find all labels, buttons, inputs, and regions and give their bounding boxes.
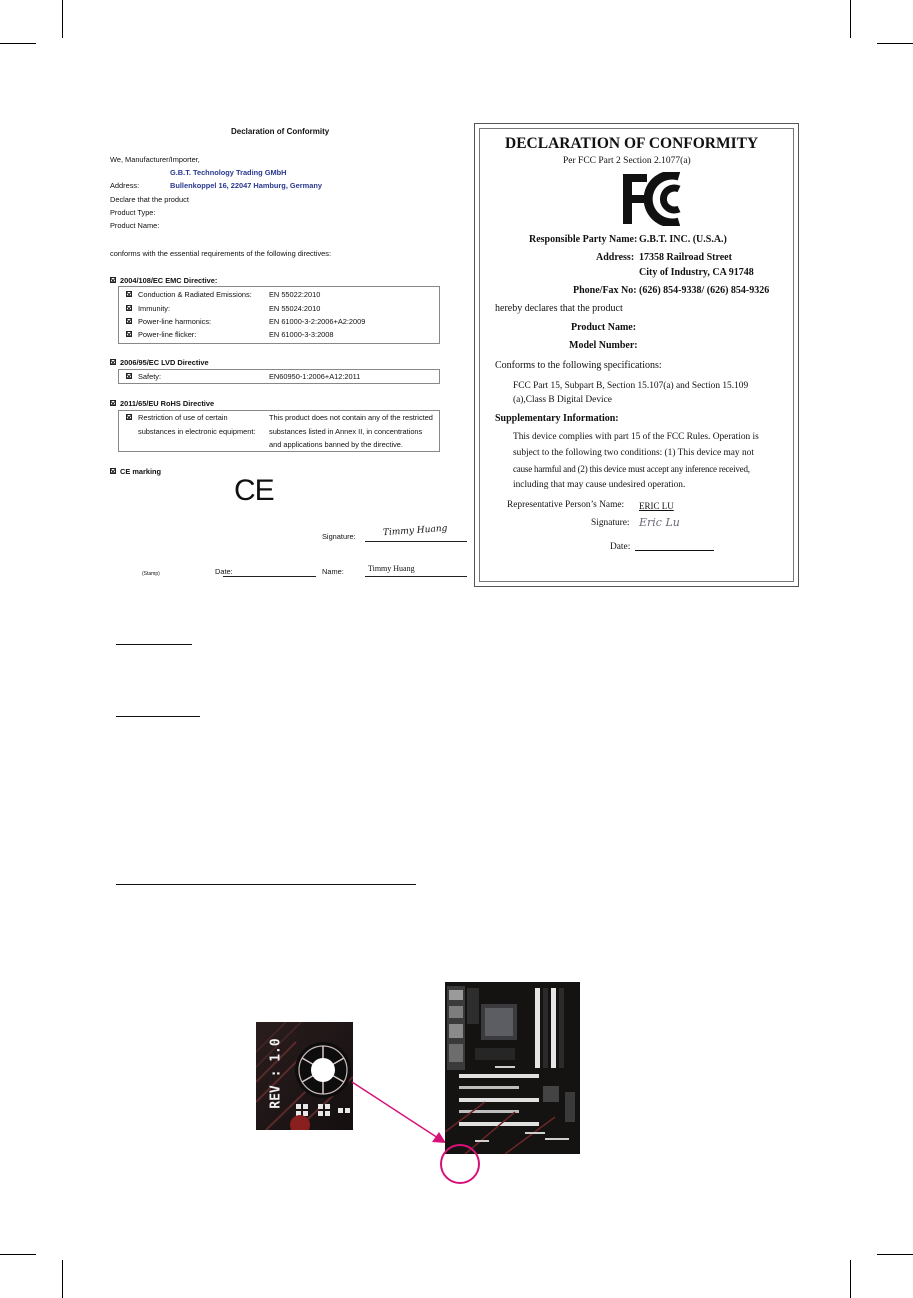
rohs-title: 2011/65/EU RoHS Directive (120, 399, 215, 408)
emc-row-value: EN 55022:2010 (269, 290, 321, 299)
fcc-conforms: Conforms to the following specifications: (495, 360, 662, 371)
rohs-label-1: Restriction of use of certain (138, 413, 228, 422)
rohs-value-3: and applications banned by the directive. (269, 440, 403, 449)
eu-signature-line (365, 541, 467, 542)
revision-label: REV : 1.0 (268, 1038, 284, 1109)
fcc-supp-line4: including that may cause undesired operation. (513, 480, 686, 490)
eu-address-value: Bullenkoppel 16, 22047 Hamburg, Germany (170, 181, 322, 190)
fcc-sig-label: Signature: (591, 518, 630, 528)
rohs-value-2: substances listed in Annex II, in concentrations (269, 427, 423, 436)
fc-logo (621, 172, 701, 226)
fcc-model-number: Model Number: (569, 340, 638, 351)
eu-signature: Timmy Huang (382, 523, 448, 539)
eu-name-label: Name: (322, 567, 344, 576)
fcc-phone-label: Phone/Fax No: (573, 285, 637, 296)
emc-row-label: Power-line flicker: (138, 330, 197, 339)
fcc-address-label: Address: (596, 252, 635, 263)
fcc-supp-line1: This device complies with part 15 of the FCC Rules. Operation is (513, 432, 759, 442)
fcc-party-label: Responsible Party Name: (529, 234, 638, 245)
fcc-subtitle: Per FCC Part 2 Section 2.1077(a) (563, 156, 691, 166)
ce-logo: CE (234, 474, 274, 507)
emc-row-checkbox (126, 331, 132, 337)
rohs-label-2: substances in electronic equipment: (138, 427, 256, 436)
fcc-spec-line1: FCC Part 15, Subpart B, Section 15.107(a) and Section 15.109 (513, 381, 749, 391)
rohs-checkbox (110, 400, 116, 406)
fcc-address-line2: City of Industry, CA 91748 (639, 267, 754, 278)
emc-checkbox (110, 277, 116, 283)
emc-row-checkbox (126, 305, 132, 311)
section-underline (116, 644, 192, 645)
fcc-signature: Eric Lu (639, 516, 680, 529)
emc-row-value: EN 61000-3-2:2006+A2:2009 (269, 317, 366, 326)
fcc-phone-value: (626) 854-9338/ (626) 854-9326 (639, 285, 770, 296)
eu-product-type: Product Type: (110, 208, 156, 217)
eu-intro: We, Manufacturer/Importer, (110, 155, 200, 164)
lvd-row-checkbox (126, 373, 132, 379)
eu-company: G.B.T. Technology Trading GMbH (170, 168, 287, 177)
pointer-arrow (350, 1080, 460, 1150)
eu-name-line (365, 576, 467, 577)
fcc-address-line1: 17358 Railroad Street (639, 252, 732, 263)
fcc-party-value: G.B.T. INC. (U.S.A.) (639, 234, 727, 245)
eu-address-label: Address: (110, 181, 140, 190)
fcc-product-name: Product Name: (571, 322, 637, 333)
eu-signature-label: Signature: (322, 532, 356, 541)
fcc-title: DECLARATION OF CONFORMITY (505, 135, 759, 152)
lvd-checkbox (110, 359, 116, 365)
fcc-rep-value: ERIC LU (639, 501, 674, 511)
lvd-title: 2006/95/EC LVD Directive (120, 358, 209, 367)
rohs-row-checkbox (126, 414, 132, 420)
ce-checkbox (110, 468, 116, 474)
emc-row-label: Immunity: (138, 304, 171, 313)
emc-title: 2004/108/EC EMC Directive: (120, 276, 218, 285)
emc-row-value: EN 55024:2010 (269, 304, 321, 313)
eu-declaration (100, 120, 475, 590)
fcc-declaration (474, 123, 799, 587)
section-underline (116, 716, 200, 717)
rohs-value-1: This product does not contain any of the restricted (269, 413, 433, 422)
emc-row-checkbox (126, 318, 132, 324)
fcc-date-line (635, 550, 714, 551)
eu-declare: Declare that the product (110, 195, 189, 204)
eu-product-name: Product Name: (110, 221, 160, 230)
ce-title: CE marking (120, 467, 162, 476)
lvd-row-label: Safety: (138, 372, 162, 381)
revision-closeup (256, 1022, 353, 1130)
fcc-spec-line2: (a),Class B Digital Device (513, 395, 612, 405)
eu-name-value: Timmy Huang (368, 564, 415, 573)
lvd-row-value: EN60950-1:2006+A12:2011 (269, 372, 361, 381)
eu-stamp: (Stamp) (142, 571, 160, 577)
emc-row-checkbox (126, 291, 132, 297)
section-underline (116, 884, 416, 885)
emc-row-label: Power-line harmonics: (138, 317, 212, 326)
fcc-supp-line2: subject to the following two conditions: (1) This device may not (513, 448, 754, 458)
fcc-date-label: Date: (610, 542, 631, 552)
emc-row-label: Conduction & Radiated Emissions: (138, 290, 252, 299)
revision-highlight-circle (440, 1144, 480, 1184)
eu-date-line (223, 576, 316, 577)
motherboard-image (445, 982, 580, 1154)
fcc-hereby: hereby declares that the product (495, 303, 623, 314)
eu-title: Declaration of Conformity (231, 127, 330, 136)
fcc-supp-line3: cause harmful and (2) this device must accept any inference received, (513, 464, 750, 474)
eu-date-label: Date: (215, 567, 233, 576)
emc-row-value: EN 61000-3-3:2008 (269, 330, 334, 339)
fcc-supp-title: Supplementary Information: (495, 413, 619, 424)
fcc-rep-label: Representative Person’s Name: (507, 500, 625, 510)
eu-conforms: conforms with the essential requirements of the following directives: (110, 249, 332, 258)
